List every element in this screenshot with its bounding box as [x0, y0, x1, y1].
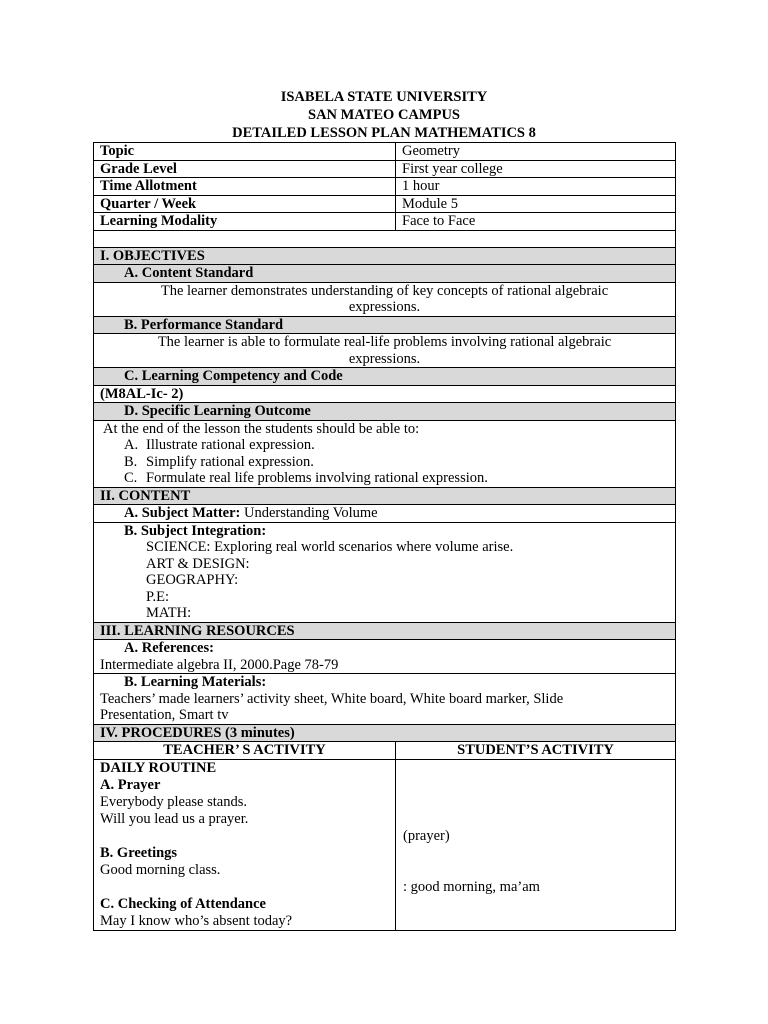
student-activity-header: STUDENT’S ACTIVITY — [396, 742, 676, 760]
references-label: A. References: — [124, 640, 214, 656]
blank-line — [403, 760, 669, 777]
prayer-line: Everybody please stands. — [100, 793, 247, 810]
outcome-list-row — [94, 420, 676, 487]
attendance-heading: C. Checking of Attendance — [100, 895, 266, 912]
section-heading: III. LEARNING RESOURCES — [94, 622, 676, 640]
prayer-line: Will you lead us a prayer. — [100, 810, 249, 827]
materials-label: B. Learning Materials: — [124, 674, 267, 690]
blank-line — [403, 777, 669, 794]
procedures-heading-row — [94, 724, 676, 742]
competency-code-row — [94, 385, 676, 403]
list-item-text: Formulate real life problems involving rational expression. — [146, 470, 488, 486]
list-item — [103, 470, 669, 487]
blank-line — [100, 828, 389, 845]
document-header — [0, 88, 768, 142]
performance-standard-heading-row — [94, 316, 676, 334]
content-heading-row — [94, 487, 676, 505]
competency-code: (M8AL-Ic- 2) — [94, 385, 676, 403]
subject-matter-value: Understanding Volume — [240, 505, 378, 521]
materials-row — [94, 674, 676, 725]
integration-item: MATH: — [146, 605, 192, 621]
info-label: Learning Modality — [94, 213, 396, 231]
info-label: Topic — [94, 143, 396, 161]
info-row-topic — [94, 143, 676, 161]
subject-matter-label: A. Subject Matter: — [124, 505, 241, 521]
teacher-activity-header: TEACHER’ S ACTIVITY — [94, 742, 396, 760]
info-row-time-allotment — [94, 178, 676, 196]
blank-line — [403, 845, 669, 862]
list-item-text: Illustrate rational expression. — [146, 437, 315, 453]
outcome-heading-row — [94, 403, 676, 421]
subject-matter-row — [94, 505, 676, 523]
integration-item: ART & DESIGN: — [146, 555, 250, 572]
info-row-grade-level — [94, 160, 676, 178]
subsection-heading: B. Performance Standard — [94, 316, 676, 334]
info-value: Face to Face — [396, 213, 676, 231]
procedures-columns-row — [94, 742, 676, 760]
list-item-letter: C. — [124, 470, 138, 486]
blank-line — [100, 879, 389, 896]
blank-cell — [94, 230, 676, 247]
info-label: Time Allotment — [94, 178, 396, 196]
info-value: 1 hour — [396, 178, 676, 196]
subject-integration-label: B. Subject Integration: — [124, 522, 267, 539]
lesson-plan-title: DETAILED LESSON PLAN MATHEMATICS 8 — [232, 125, 536, 141]
blank-line — [403, 896, 669, 913]
prayer-heading: A. Prayer — [100, 776, 161, 793]
procedures-content-row — [94, 759, 676, 930]
info-value: First year college — [396, 160, 676, 178]
university-name: ISABELA STATE UNIVERSITY — [280, 89, 488, 105]
resources-heading-row — [94, 622, 676, 640]
references-row — [94, 640, 676, 674]
attendance-line: May I know who’s absent today? — [100, 912, 293, 929]
info-label: Grade Level — [94, 160, 396, 178]
info-value: Geometry — [396, 143, 676, 161]
student-prayer: (prayer) — [403, 827, 450, 844]
info-row-learning-modality — [94, 213, 676, 231]
blank-line — [403, 794, 669, 811]
section-heading: I. OBJECTIVES — [94, 247, 676, 265]
greetings-line: Good morning class. — [100, 861, 221, 878]
teacher-activity-cell — [94, 759, 396, 930]
materials-text: Teachers’ made learners’ activity sheet, White board, White board marker, Slide Presentation, Smart tv — [100, 690, 564, 723]
performance-standard-text-row — [94, 334, 676, 368]
subsection-heading: D. Specific Learning Outcome — [94, 403, 676, 421]
performance-standard-text: The learner is able to formulate real-life problems involving rational algebraic expressions. — [94, 334, 676, 368]
subsection-heading: C. Learning Competency and Code — [94, 368, 676, 386]
subject-integration — [94, 522, 676, 622]
competency-heading-row — [94, 368, 676, 386]
references — [94, 640, 676, 674]
subject-matter — [94, 505, 676, 523]
section-heading: IV. PROCEDURES (3 minutes) — [94, 724, 676, 742]
outcome-list — [94, 420, 676, 487]
outcome-intro: At the end of the lesson the students should be able to: — [103, 420, 420, 437]
list-item-letter: A. — [124, 437, 139, 453]
student-greeting: : good morning, ma’am — [403, 878, 540, 895]
campus-name: SAN MATEO CAMPUS — [308, 107, 460, 123]
integration-item: GEOGRAPHY: — [146, 572, 239, 588]
subsection-heading: A. Content Standard — [94, 265, 676, 283]
learning-materials — [94, 674, 676, 725]
subject-integration-row — [94, 522, 676, 622]
content-standard-text: The learner demonstrates understanding of key concepts of rational algebraic expressions. — [94, 282, 676, 316]
student-activity-cell — [396, 759, 676, 930]
info-row-quarter-week — [94, 195, 676, 213]
greetings-heading: B. Greetings — [100, 844, 178, 861]
blank-line — [403, 811, 669, 828]
blank-line — [403, 862, 669, 879]
list-item — [103, 454, 669, 471]
blank-line — [403, 913, 669, 930]
integration-item: P.E: — [146, 588, 169, 605]
references-text: Intermediate algebra II, 2000.Page 78-79 — [100, 656, 339, 673]
list-item-letter: B. — [124, 453, 138, 470]
info-value: Module 5 — [396, 195, 676, 213]
content-standard-text-row — [94, 282, 676, 316]
section-heading: II. CONTENT — [94, 487, 676, 505]
info-label: Quarter / Week — [94, 195, 396, 213]
daily-routine-heading: DAILY ROUTINE — [100, 759, 217, 776]
list-item-text: Simplify rational expression. — [146, 453, 314, 470]
list-item — [103, 437, 669, 454]
lesson-plan-table — [93, 142, 676, 931]
integration-item: SCIENCE: Exploring real world scenarios where volume arise. — [146, 539, 514, 555]
objectives-heading-row — [94, 247, 676, 265]
content-standard-heading-row — [94, 265, 676, 283]
spacer-row — [94, 230, 676, 247]
